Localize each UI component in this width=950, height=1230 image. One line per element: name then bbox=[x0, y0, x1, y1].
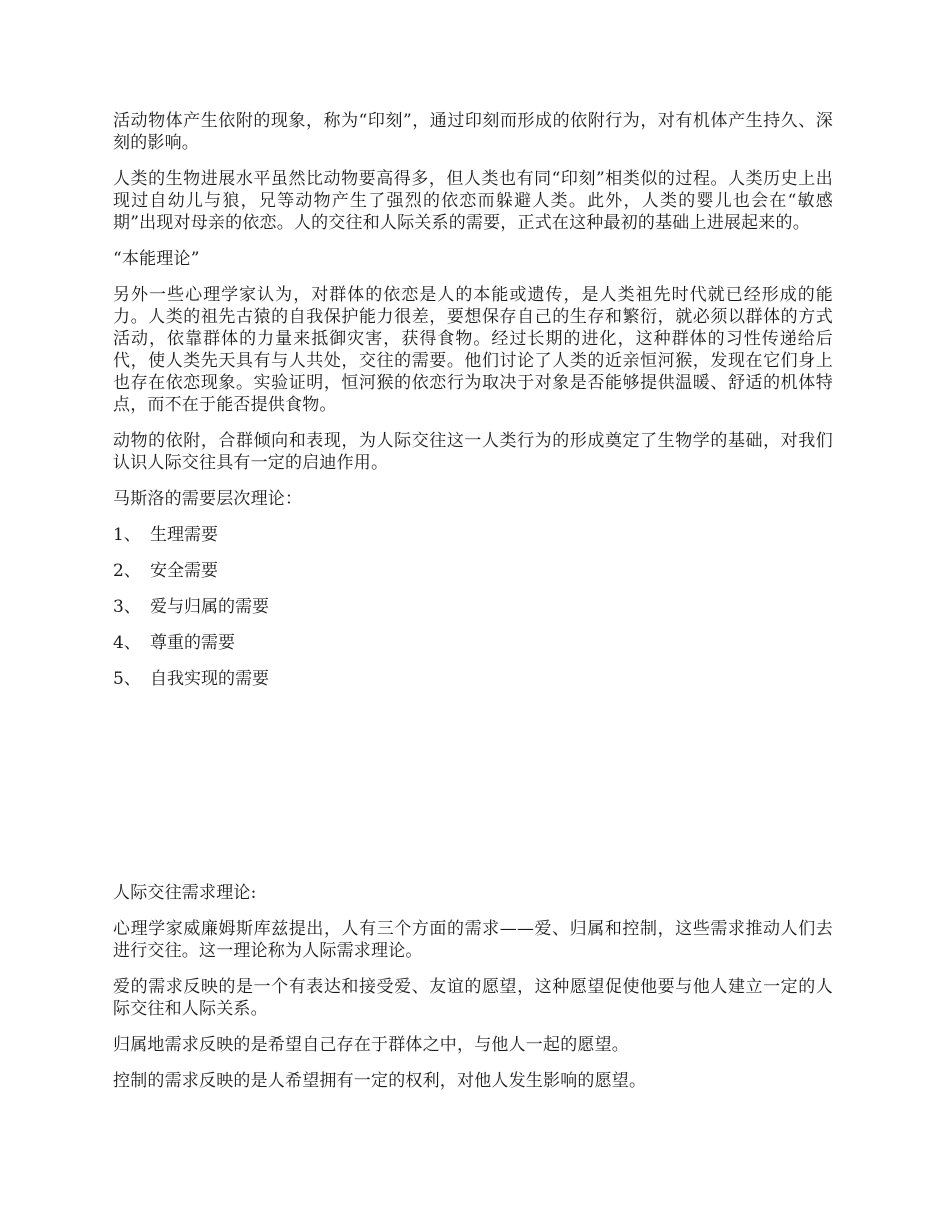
list-item-text: 生理需要 bbox=[150, 525, 218, 545]
heading-interpersonal-needs-theory: 人际交往需求理论: bbox=[113, 883, 257, 903]
list-item-number: 5、 bbox=[113, 669, 141, 689]
list-item bbox=[113, 632, 833, 654]
list-item-number: 3、 bbox=[113, 597, 141, 617]
list-item-text: 安全需要 bbox=[150, 561, 218, 581]
paragraph-control-need: 控制的需求反映的是人希望拥有一定的权利，对他人发生影响的愿望。 bbox=[113, 1071, 647, 1091]
list-item-number: 4、 bbox=[113, 633, 141, 653]
paragraph-human-imprinting: 人类的生物进展水平虽然比动物要高得多，但人类也有同“印刻”相类似的过程。人类历史上出现过自幼儿与狼，兄等动物产生了强烈的依恋而躲避人类。此外，人类的婴儿也会在“敏感期”出现对母亲的依恋。人的交往和人际关系的需要，正式在这种最初的基础上进展起来的。 bbox=[113, 169, 833, 233]
list-item-text: 爱与归属的需要 bbox=[150, 597, 269, 617]
heading-instinct-theory: “本能理论” bbox=[113, 249, 200, 269]
list-item bbox=[113, 560, 833, 582]
paragraph-love-need: 爱的需求反映的是一个有表达和接受爱、友谊的愿望，这种愿望促使他要与他人建立一定的人际交往和人际关系。 bbox=[113, 977, 833, 1019]
list-item-text: 自我实现的需要 bbox=[150, 669, 269, 689]
document-page bbox=[113, 110, 833, 1106]
list-item bbox=[113, 524, 833, 546]
blank-space bbox=[113, 704, 833, 882]
list-item-text: 尊重的需要 bbox=[150, 633, 235, 653]
paragraph-schutz-theory: 心理学家威廉姆斯库兹提出，人有三个方面的需求——爱、归属和控制，这些需求推动人们去进行交往。这一理论称为人际需求理论。 bbox=[113, 919, 833, 961]
list-item bbox=[113, 596, 833, 618]
heading-maslow: 马斯洛的需要层次理论： bbox=[113, 489, 303, 509]
maslow-needs-list bbox=[113, 524, 833, 690]
list-item bbox=[113, 668, 833, 690]
paragraph-biological-basis: 动物的依附，合群倾向和表现，为人际交往这一人类行为的形成奠定了生物学的基础，对我们认识人际交往具有一定的启迪作用。 bbox=[113, 431, 833, 473]
list-item-number: 2、 bbox=[113, 561, 141, 581]
paragraph-instinct-theory: 另外一些心理学家认为，对群体的依恋是人的本能或遗传，是人类祖先时代就已经形成的能力。人类的祖先古猿的自我保护能力很差，要想保存自己的生存和繁衍，就必须以群体的方式活动，依靠群体的力量来抵御灾害，获得食物。经过长期的进化，这种群体的习性传递给后代，使人类先天具有与人共处，交往的需要。他们讨论了人类的近亲恒河猴，发现在它们身上也存在依恋现象。实验证明，恒河猴的依恋行为取决于对象是否能够提供温暖、舒适的机体特点，而不在于能否提供食物。 bbox=[113, 285, 833, 415]
paragraph-belonging-need: 归属地需求反映的是希望自己存在于群体之中，与他人一起的愿望。 bbox=[113, 1035, 629, 1055]
paragraph-imprinting: 活动物体产生依附的现象，称为“印刻”，通过印刻而形成的依附行为，对有机体产生持久、深刻的影响。 bbox=[113, 111, 833, 153]
list-item-number: 1、 bbox=[113, 525, 141, 545]
